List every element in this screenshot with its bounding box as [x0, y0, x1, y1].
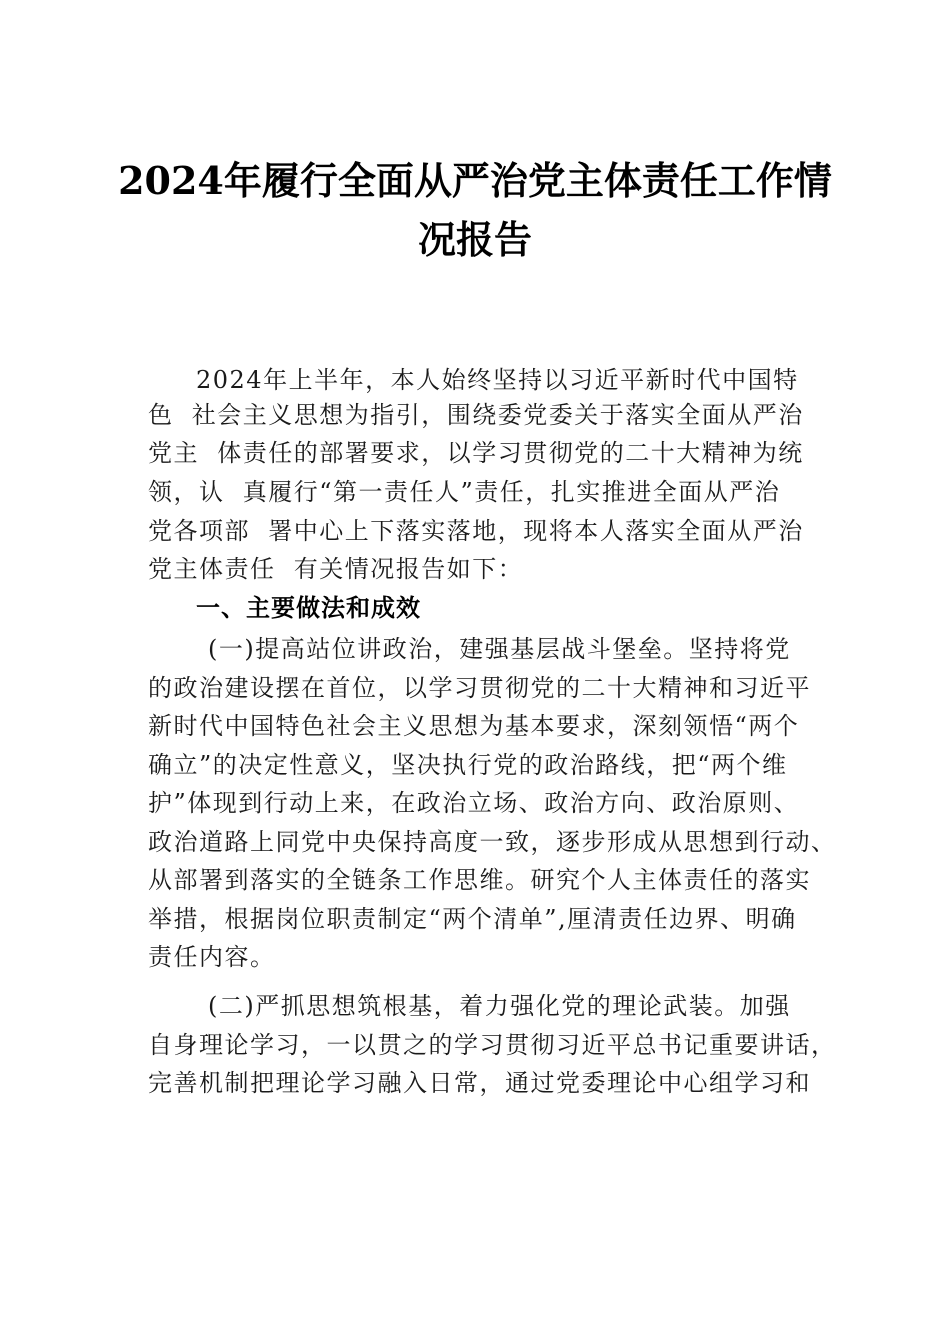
intro-line: 2024年上半年，本人始终坚持以习近平新时代中国特: [196, 366, 799, 394]
document-title-line-2: 况报告: [417, 217, 532, 262]
subsection-1-line: 护”体现到行动上来，在政治立场、政治方向、政治原则、: [148, 789, 800, 817]
subsection-2-line: 自身理论学习，一以贯之的学习贯彻习近平总书记重要讲话，: [148, 1031, 837, 1059]
intro-line: 色 社会主义思想为指引，围绕委党委关于落实全面从严治: [148, 401, 804, 429]
subsection-1-line: 举措，根据岗位职责制定“两个清单”,厘清责任边界、明确: [148, 905, 797, 933]
subsection-1-line: 新时代中国特色社会主义思想为基本要求，深刻领悟“两个: [148, 712, 800, 740]
subsection-1-line: 确立”的决定性意义，坚决执行党的政治路线，把“两个维: [148, 751, 788, 779]
intro-line: 党主 体责任的部署要求，以学习贯彻党的二十大精神为统: [148, 439, 804, 467]
intro-line: 党各项部 署中心上下落实落地，现将本人落实全面从严治: [148, 517, 804, 545]
subsection-1-line: 的政治建设摆在首位，以学习贯彻党的二十大精神和习近平: [148, 674, 811, 702]
document-title-line-1: 2024年履行全面从严治党主体责任工作情: [118, 158, 832, 203]
subsection-2-line: (二)严抓思想筑根基，着力强化党的理论武装。加强: [208, 992, 791, 1020]
section-1-heading: 一、主要做法和成效: [196, 594, 421, 622]
intro-line: 党主体责任 有关情况报告如下：: [148, 555, 524, 583]
subsection-1-line: 政治道路上同党中央保持高度一致，逐步形成从思想到行动、: [148, 828, 837, 856]
intro-line: 领，认 真履行“第一责任人”责任，扎实推进全面从严治: [148, 478, 781, 506]
subsection-2-line: 完善机制把理论学习融入日常，通过党委理论中心组学习和: [148, 1069, 811, 1097]
subsection-1-line: 责任内容。: [148, 943, 276, 971]
subsection-1-line: (一)提高站位讲政治，建强基层战斗堡垒。坚持将党: [208, 635, 791, 663]
subsection-1-line: 从部署到落实的全链条工作思维。研究个人主体责任的落实: [148, 866, 811, 894]
